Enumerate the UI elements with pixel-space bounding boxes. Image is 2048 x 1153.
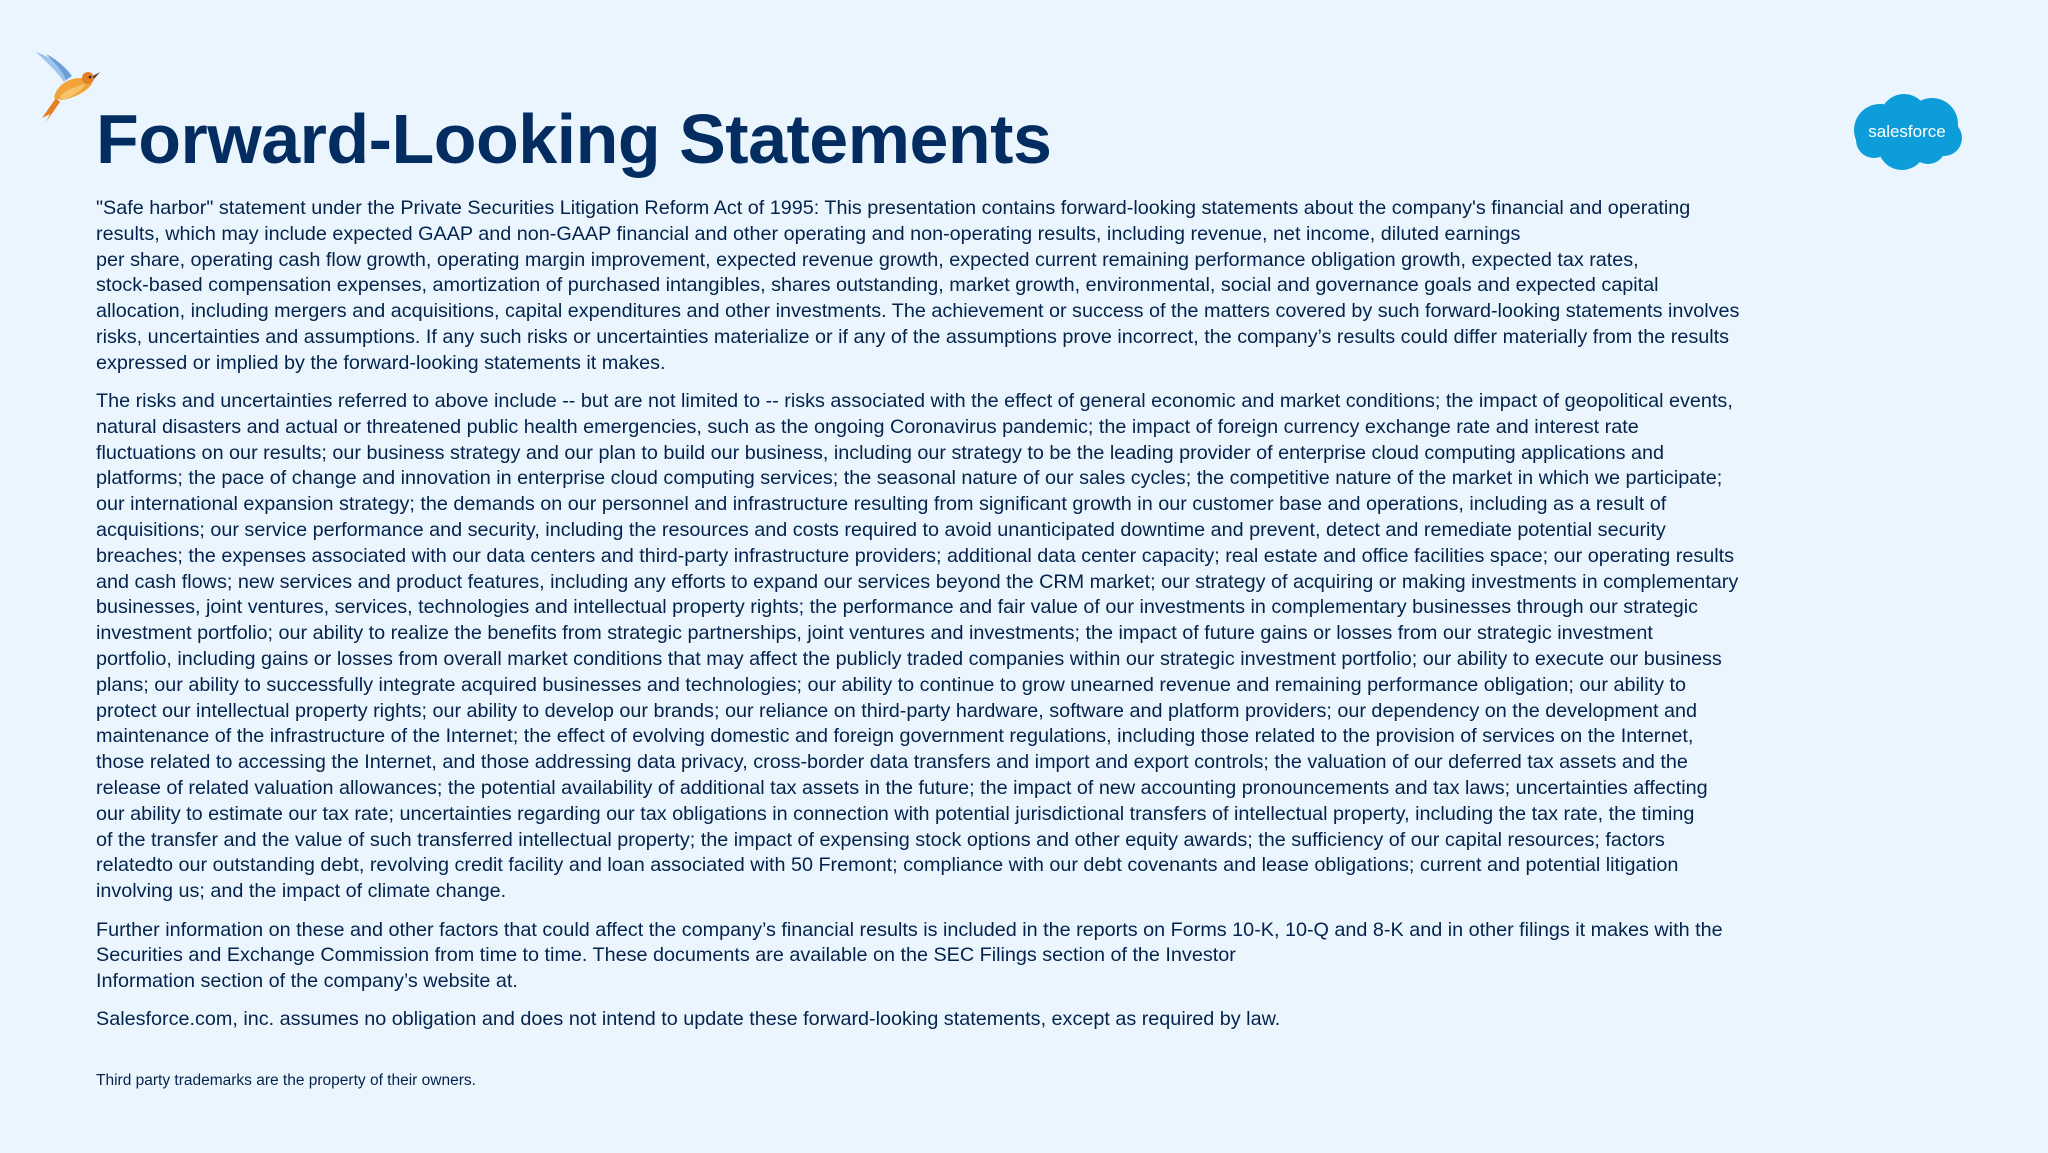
text-line: natural disasters and actual or threatened public health emergencies, such as the ongoing Coronavirus pandemic; the impact of foreign currency exchange rate and interest rate	[96, 415, 1639, 438]
text-line: Information section of the company’s website at.	[96, 970, 518, 993]
text-line: Further information on these and other factors that could affect the company’s financial results is included in the reports on Forms 10-K, 10-Q and 8-K and in other filings it makes with the	[96, 918, 1723, 941]
text-line: those related to accessing the Internet, and those addressing data privacy, cross-border data transfers and import and export controls; the valuation of our deferred tax assets and the	[96, 751, 1688, 774]
paragraph	[96, 389, 1972, 905]
text-line: risks, uncertainties and assumptions. If any such risks or uncertainties materialize or if any of the assumptions prove incorrect, the company’s results could differ materially from the results	[96, 325, 1730, 348]
text-line: results, which may include expected GAAP and non-GAAP financial and other operating and non-operating results, including revenue, net income, diluted earnings	[96, 222, 1521, 245]
text-line: and cash flows; new services and product features, including any efforts to expand our services beyond the CRM market; our strategy of acquiring or making investments in complementary	[96, 570, 1739, 593]
paragraph	[96, 1007, 1972, 1033]
text-line: Securities and Exchange Commission from time to time. These documents are available on the SEC Filings section of the Investor	[96, 944, 1236, 967]
text-line: plans; our ability to successfully integrate acquired businesses and technologies; our ability to continue to grow unearned revenue and remaining performance obligation; our ability to	[96, 673, 1687, 696]
text-line: maintenance of the infrastructure of the Internet; the effect of evolving domestic and foreign government regulations, including those related to the provision of services on the Internet,	[96, 725, 1694, 748]
text-line: our ability to estimate our tax rate; uncertainties regarding our tax obligations in connection with potential jurisdictional transfers of intellectual property, including the tax rate, the timing	[96, 802, 1695, 825]
text-line: portfolio, including gains or losses from overall market conditions that may affect the publicly traded companies within our strategic investment portfolio; our ability to execute our business	[96, 648, 1722, 671]
text-line: our international expansion strategy; the demands on our personnel and infrastructure resulting from significant growth in our customer base and operations, including as a result of	[96, 493, 1667, 516]
text-line: per share, operating cash flow growth, operating margin improvement, expected revenue growth, expected current remaining performance obligation growth, expected tax rates,	[96, 248, 1639, 271]
text-line: Salesforce.com, inc. assumes no obligation and does not intend to update these forward-looking statements, except as required by law.	[96, 1008, 1281, 1031]
text-line: expressed or implied by the forward-looking statements it makes.	[96, 351, 666, 374]
logo-text: salesforce	[1868, 122, 1946, 141]
text-line: businesses, joint ventures, services, technologies and intellectual property rights; the performance and fair value of our investments in complementary businesses through our strategic	[96, 596, 1699, 619]
text-line: "Safe harbor" statement under the Private Securities Litigation Reform Act of 1995: This presentation contains forward-looking statements about the company's financial and operating	[96, 197, 1691, 219]
disclaimer-body	[96, 196, 1972, 1046]
paragraph	[96, 918, 1972, 995]
text-line: protect our intellectual property rights; our ability to develop our brands; our reliance on third-party hardware, software and platform providers; our dependency on the development and	[96, 699, 1697, 722]
hummingbird-icon	[34, 48, 100, 122]
text-line: fluctuations on our results; our business strategy and our plan to build our business, including our strategy to be the leading provider of enterprise cloud computing applications and	[96, 441, 1665, 464]
text-line: allocation, including mergers and acquisitions, capital expenditures and other investments. The achievement or success of the matters covered by such forward-looking statements involves	[96, 300, 1740, 323]
text-line: platforms; the pace of change and innovation in enterprise cloud computing services; the seasonal nature of our sales cycles; the competitive nature of the market in which we participate;	[96, 467, 1723, 490]
text-line: The risks and uncertainties referred to above include -- but are not limited to -- risks associated with the effect of general economic and market conditions; the impact of geopolitical events,	[96, 390, 1733, 413]
text-line: involving us; and the impact of climate change.	[96, 880, 507, 903]
text-line: release of related valuation allowances; the potential availability of additional tax assets in the future; the impact of new accounting pronouncements and tax laws; uncertainties affecting	[96, 777, 1708, 800]
text-line: breaches; the expenses associated with our data centers and third-party infrastructure providers; additional data center capacity; real estate and office facilities space; our operating results	[96, 544, 1734, 567]
text-line: stock-based compensation expenses, amortization of purchased intangibles, shares outstanding, market growth, environmental, social and governance goals and expected capital	[96, 274, 1659, 297]
text-line: acquisitions; our service performance and security, including the resources and costs required to avoid unanticipated downtime and prevent, detect and remediate potential security	[96, 519, 1666, 542]
paragraph	[96, 196, 1972, 377]
salesforce-cloud-logo	[1850, 92, 1964, 172]
text-line: of the transfer and the value of such transferred intellectual property; the impact of expensing stock options and other equity awards; the sufficiency of our capital resources; factors	[96, 828, 1665, 851]
page-title: Forward-Looking Statements	[96, 100, 1052, 178]
text-line: investment portfolio; our ability to realize the benefits from strategic partnerships, joint ventures and investments; the impact of future gains or losses from our strategic investment	[96, 622, 1653, 645]
text-line: relatedto our outstanding debt, revolving credit facility and loan associated with 50 Fremont; compliance with our debt covenants and lease obligations; current and potential litigation	[96, 854, 1679, 877]
footnote: Third party trademarks are the property of their owners.	[96, 1072, 476, 1089]
